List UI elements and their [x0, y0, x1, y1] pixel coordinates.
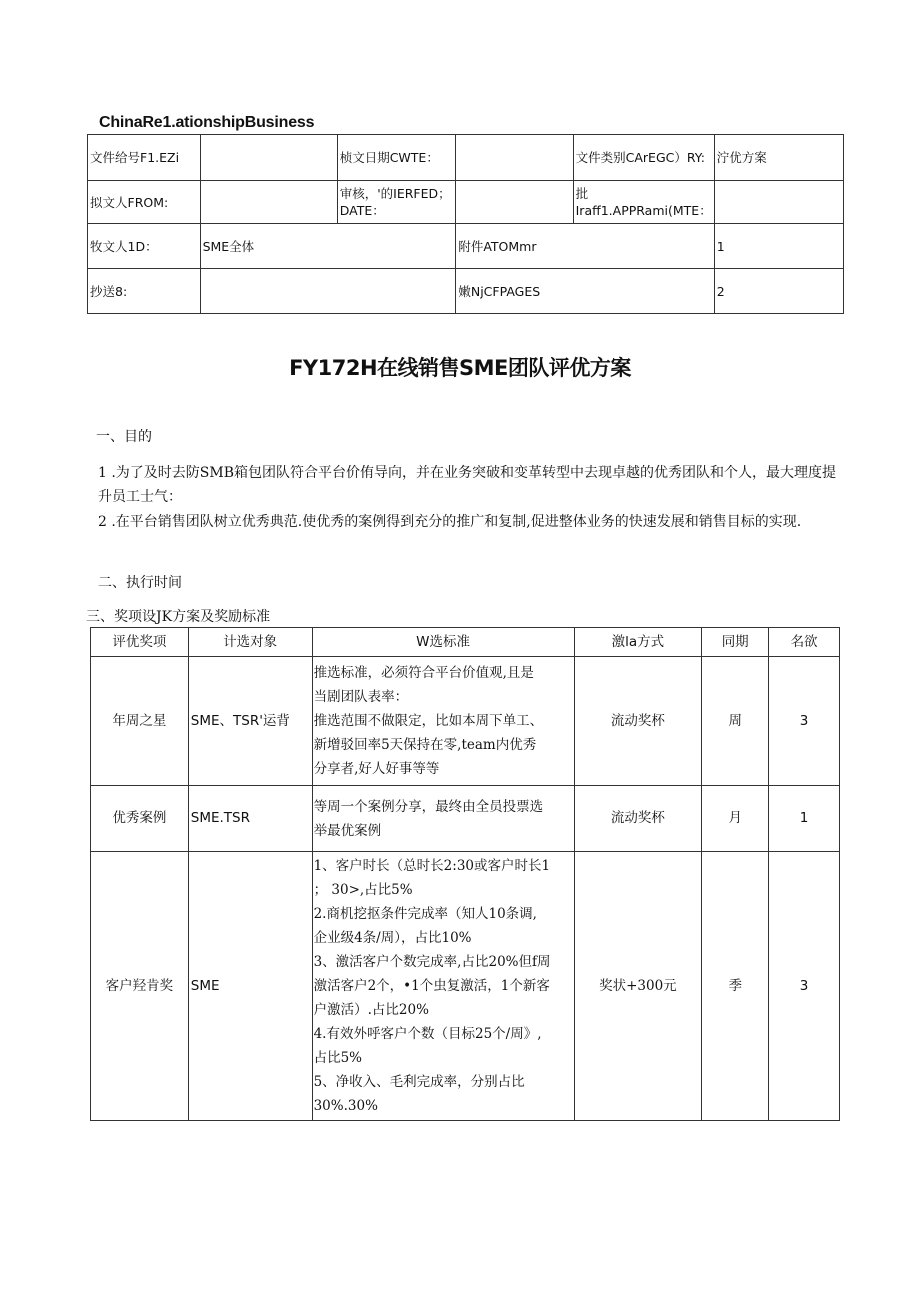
header-cell [456, 181, 573, 224]
column-header: 激la方式 [574, 628, 702, 657]
header-cell: 附件ATOMmr [456, 224, 714, 269]
criteria-line: 推选范围不做限定，比如本周下单工、 [313, 713, 544, 729]
criteria-line: 占比5% [313, 1050, 363, 1066]
criteria-line: 推选标准，必须符合平台价值观,且是 [313, 665, 534, 681]
table-row [91, 657, 840, 786]
header-info-table [87, 134, 844, 314]
header-cell: 拟文人FROM: [88, 181, 201, 224]
criteria-line: 分享者,好人好事等等 [313, 761, 440, 777]
award-name: 优秀案例 [91, 786, 189, 852]
purpose-paragraph-1: 1 .为了及时去防SMB箱包团队符合平台价侑导向，并在业务突破和变革转型中去现卓越的优秀团队和个人，最大理度提升员工士气： [98, 465, 837, 505]
award-period: 季 [702, 852, 769, 1121]
header-cell: 嫩NjCFPAGES [456, 269, 714, 314]
purpose-paragraph-2: 2 .在平台销售团队树立优秀典范.使优秀的案例得到充分的推广和复制,促进整体业务的快速发展和销售目标的实现. [98, 514, 802, 530]
award-criteria [312, 852, 574, 1121]
criteria-line: ； 30>,占比5% [313, 882, 413, 898]
award-method: 流动奖杯 [574, 786, 702, 852]
award-criteria [312, 786, 574, 852]
section-heading-time: 二、执行时间 [98, 575, 182, 591]
column-header: W选标准 [312, 628, 574, 657]
criteria-line: 等周一个案例分享，最终由全员投票选 [313, 798, 544, 815]
award-table-header [91, 628, 840, 657]
award-target: SME.TSR [188, 786, 312, 852]
criteria-line: 新增驳回率5天保持在零,team内优秀 [313, 737, 537, 753]
table-row [91, 786, 840, 852]
criteria-line: 举最优案例 [313, 822, 382, 839]
criteria-line: 5、净收入、毛利完成率，分别占比 [313, 1074, 525, 1090]
header-cell: 文件类别CArEGC）RY: [573, 135, 714, 181]
award-target: SME [188, 852, 312, 1121]
column-header: 计选对象 [188, 628, 312, 657]
table-row [91, 852, 840, 1121]
header-cell: 泞优方案 [714, 135, 843, 181]
section-heading-awards: 三、奖项设JK方案及奖励标准 [86, 609, 271, 625]
criteria-line: 户激活）.占比20% [313, 1002, 429, 1018]
column-header: 评优奖项 [91, 628, 189, 657]
award-name: 年周之星 [91, 657, 189, 786]
award-count: 3 [769, 852, 840, 1121]
award-method: 奖状+300元 [574, 852, 702, 1121]
header-cell [200, 269, 456, 314]
award-period: 月 [702, 786, 769, 852]
header-cell: 抄送8: [88, 269, 201, 314]
award-target: SME、TSR'运背 [188, 657, 312, 786]
header-cell: 文件给号F1.EZi [88, 135, 201, 181]
header-cell: 批Iraff1.APPRami(MTE： [573, 181, 714, 224]
criteria-line: 4.有效外呼客户个数（目标25个/周》, [313, 1026, 542, 1042]
criteria-line: 1、客户时长（总时长2:30或客户时长1 [313, 858, 551, 874]
header-cell: 1 [714, 224, 843, 269]
header-cell: 审核，'的IERFED；DATE： [337, 181, 456, 224]
header-cell: 2 [714, 269, 843, 314]
criteria-line: 当剧团队表率： [313, 689, 409, 705]
header-cell [200, 135, 337, 181]
header-cell [200, 181, 337, 224]
header-cell: 牧文人1D： [88, 224, 201, 269]
award-table [90, 627, 840, 1121]
header-cell [456, 135, 573, 181]
document-title: FY172H在线销售SME团队评优方案 [289, 356, 631, 380]
criteria-line: 30%.30% [313, 1098, 378, 1114]
header-cell [714, 181, 843, 224]
award-count: 3 [769, 657, 840, 786]
column-header: 同期 [702, 628, 769, 657]
criteria-line: 企业级4条/周），占比10% [313, 930, 472, 946]
criteria-line: 2.商机挖抠条件完成率（知人10条调, [313, 906, 537, 922]
section-heading-purpose: 一、目的 [96, 429, 152, 445]
header-cell: 桢文日期CWTE： [337, 135, 456, 181]
criteria-line: 激活客户2个，•1个虫复激活，1个新客 [313, 978, 550, 994]
header-cell: SME全体 [200, 224, 456, 269]
column-header: 名欲 [769, 628, 840, 657]
award-name: 客户羟肯奖 [91, 852, 189, 1121]
award-method: 流动奖杯 [574, 657, 702, 786]
award-count: 1 [769, 786, 840, 852]
criteria-line: 3、激活客户个数完成率,占比20%但f周 [313, 954, 551, 970]
award-criteria [312, 657, 574, 786]
company-name: ChinaRe1.ationshipBusiness [99, 114, 315, 131]
award-period: 周 [702, 657, 769, 786]
